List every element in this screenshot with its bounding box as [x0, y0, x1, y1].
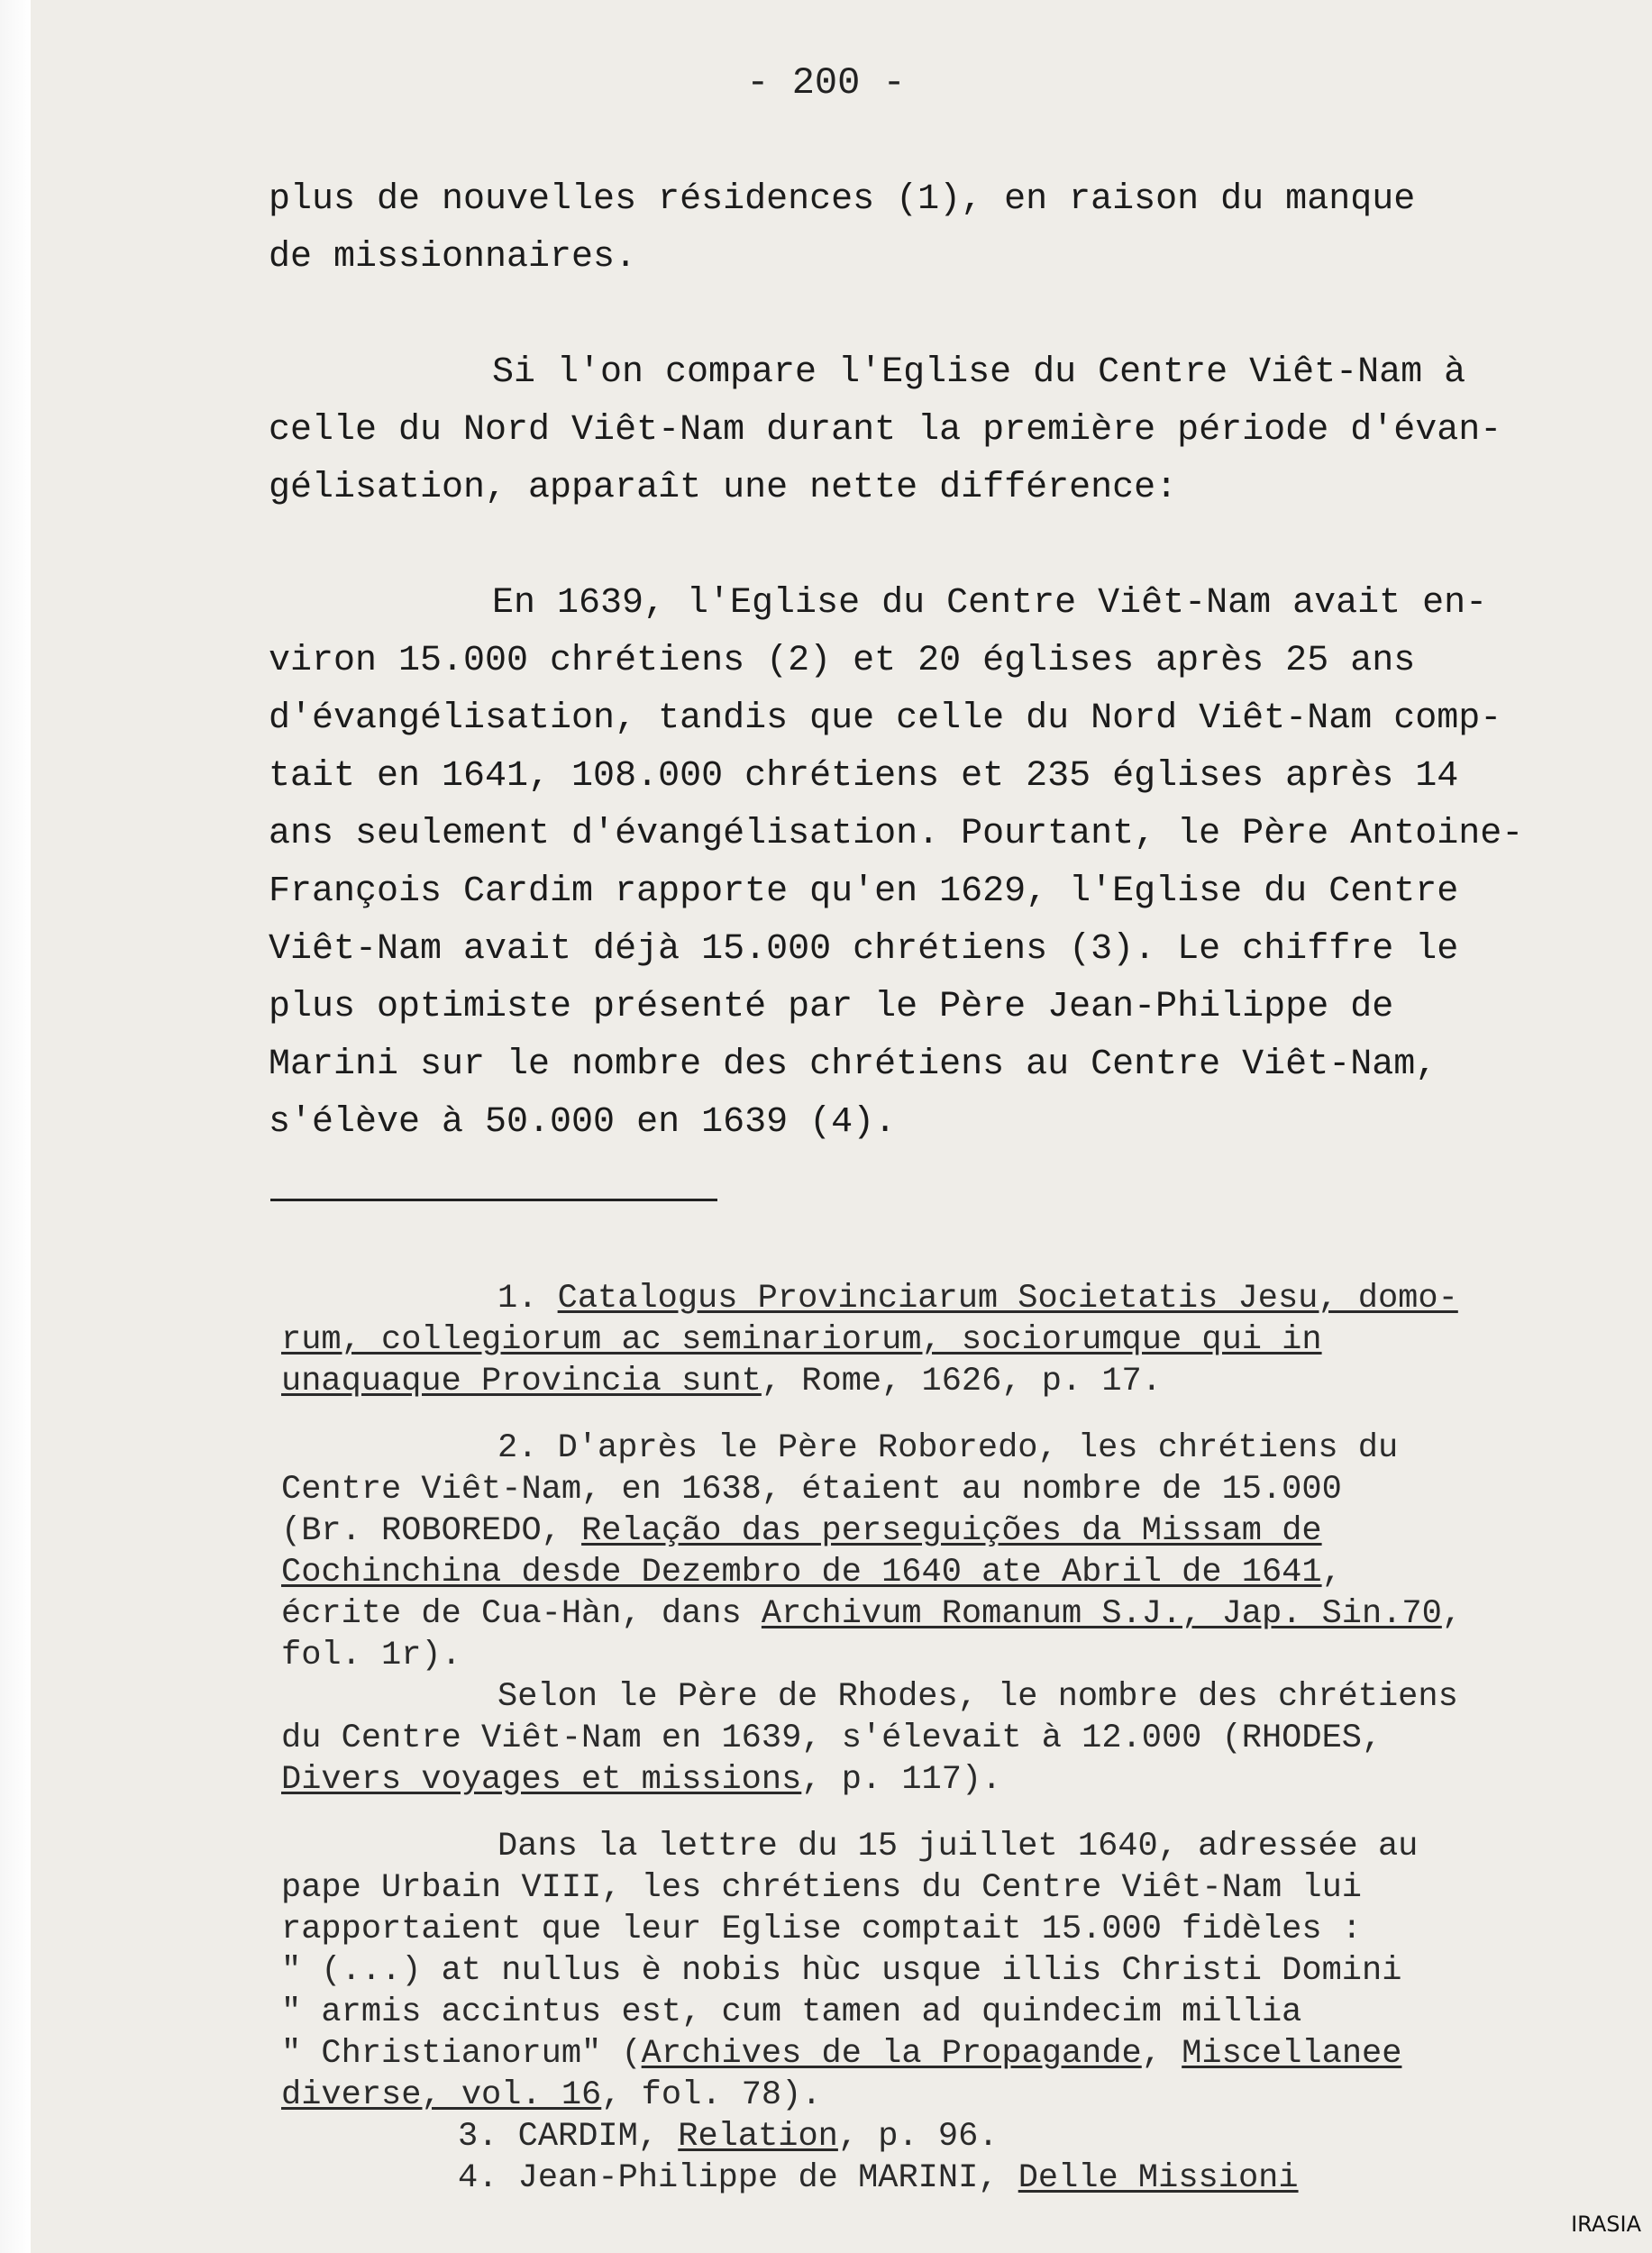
citation-detail: , Rome, 1626, p. 17. — [761, 1363, 1162, 1400]
citation-author: 4. Jean-Philippe de MARINI, — [458, 2159, 1018, 2197]
watermark-label: IRASIA — [1571, 2212, 1641, 2237]
footnote-line — [281, 2116, 1561, 2157]
citation-detail: , p. 117). — [801, 1761, 1002, 1799]
text-line: s'élève à 50.000 en 1639 (4). — [269, 1102, 897, 1143]
main-body-text — [269, 171, 1524, 1152]
source-title: Divers voyages et missions — [281, 1761, 802, 1799]
footnote-3 — [281, 2116, 1561, 2157]
citation-detail: , fol. 78). — [601, 2076, 822, 2114]
footnote-line: Centre Viêt-Nam, en 1638, étaient au nombre de 15.000 — [281, 1471, 1342, 1509]
punctuation: , — [1321, 1554, 1342, 1592]
footnote-line — [281, 2075, 1561, 2116]
footnote-line: rapportaient que leur Eglise comptait 15.000 fidèles : — [281, 1911, 1362, 1948]
text-line: ans seulement d'évangélisation. Pourtant, le Père Antoine- — [269, 814, 1524, 854]
footnote-4 — [281, 2157, 1561, 2199]
text-line: d'évangélisation, tandis que celle du Nord Viêt-Nam comp- — [269, 698, 1502, 739]
footnote-line — [281, 1278, 1561, 1319]
text-line: François Cardim rapporte qu'en 1629, l'Eglise du Centre — [269, 871, 1459, 912]
footnote-line: " (...) at nullus è nobis hùc usque illis Christi Domini — [281, 1952, 1402, 1990]
footnote-line — [281, 1319, 1561, 1361]
source-title: unaquaque Provincia sunt — [281, 1363, 762, 1400]
paragraph-3 — [269, 575, 1524, 1152]
text-line: de missionnaires. — [269, 237, 637, 278]
footnote-number: 1. — [497, 1280, 558, 1318]
punctuation: , — [1141, 2035, 1182, 2073]
page-binding-edge — [0, 0, 31, 2253]
source-title: Relation — [678, 2118, 838, 2156]
footnote-line: pape Urbain VIII, les chrétiens du Centre Viêt-Nam lui — [281, 1869, 1362, 1907]
footnote-line: du Centre Viêt-Nam en 1639, s'élevait à 12.000 (RHODES, — [281, 1719, 1383, 1757]
paragraph-2 — [269, 344, 1521, 517]
page-number: - 200 - — [746, 61, 906, 105]
footnote-line: " armis accintus est, cum tamen ad quindecim millia — [281, 1993, 1302, 2031]
text-line: Si l'on compare l'Eglise du Centre Viêt-Nam à — [492, 352, 1466, 393]
text-line: viron 15.000 chrétiens (2) et 20 églises après 25 ans — [269, 641, 1416, 681]
text-line: En 1639, l'Eglise du Centre Viêt-Nam avait en- — [492, 583, 1488, 624]
paragraph-1 — [269, 171, 1521, 287]
source-title: Archivum Romanum S.J., Jap. Sin.70 — [761, 1595, 1442, 1633]
footnote-line: fol. 1r). — [281, 1637, 461, 1674]
footnote-line: Dans la lettre du 15 juillet 1640, adressée au — [497, 1828, 1419, 1865]
footnote-line — [281, 1361, 1561, 1402]
footnote-line — [281, 2033, 1561, 2075]
source-title: Relação das perseguições da Missam de — [581, 1512, 1322, 1550]
text-line: plus optimiste présenté par le Père Jean-Philippe de — [269, 987, 1394, 1027]
citation-author: 3. CARDIM, — [458, 2118, 679, 2156]
footnote-separator — [270, 1199, 717, 1201]
punctuation: , — [1441, 1595, 1463, 1633]
text-line: Marini sur le nombre des chrétiens au Centre Viêt-Nam, — [269, 1044, 1438, 1085]
text-line: gélisation, apparaît une nette différence: — [269, 468, 1178, 508]
text-line: plus de nouvelles résidences (1), en raison du manque — [269, 179, 1416, 220]
footnote-line — [281, 1552, 1561, 1593]
footnote-2 — [281, 1428, 1561, 1676]
source-title: Archives de la Propagande — [641, 2035, 1142, 2073]
footnotes — [281, 1278, 1561, 2199]
footnote-2-continued — [281, 1676, 1561, 1801]
footnote-line — [281, 1510, 1561, 1552]
quote-text: " Christianorum" ( — [281, 2035, 642, 2073]
footnote-line: 2. D'après le Père Roboredo, les chrétiens du — [497, 1429, 1399, 1467]
source-title: Delle Missioni — [1018, 2159, 1299, 2197]
footnote-2-letter — [281, 1826, 1561, 2116]
citation-detail: , p. 96. — [837, 2118, 999, 2156]
text-line: Viêt-Nam avait déjà 15.000 chrétiens (3). Le chiffre le — [269, 929, 1459, 970]
text-line: celle du Nord Viêt-Nam durant la première période d'évan- — [269, 410, 1502, 451]
footnote-1 — [281, 1278, 1561, 1402]
source-title: Cochinchina desde Dezembro de 1640 ate Abril de 1641 — [281, 1554, 1322, 1592]
source-title: diverse, vol. 16 — [281, 2076, 602, 2114]
footnote-line — [281, 1759, 1561, 1801]
source-title: Catalogus Provinciarum Societatis Jesu, domo- — [557, 1280, 1458, 1318]
citation-author: (Br. ROBOREDO, — [281, 1512, 582, 1550]
footnote-line — [281, 1593, 1561, 1635]
citation-detail: écrite de Cua-Hàn, dans — [281, 1595, 762, 1633]
footnote-line — [281, 2157, 1561, 2199]
source-title: rum, collegiorum ac seminariorum, sociorumque qui in — [281, 1321, 1322, 1359]
footnote-line: Selon le Père de Rhodes, le nombre des chrétiens — [497, 1678, 1458, 1716]
text-line: tait en 1641, 108.000 chrétiens et 235 églises après 14 — [269, 756, 1459, 797]
source-title: Miscellanee — [1182, 2035, 1402, 2073]
